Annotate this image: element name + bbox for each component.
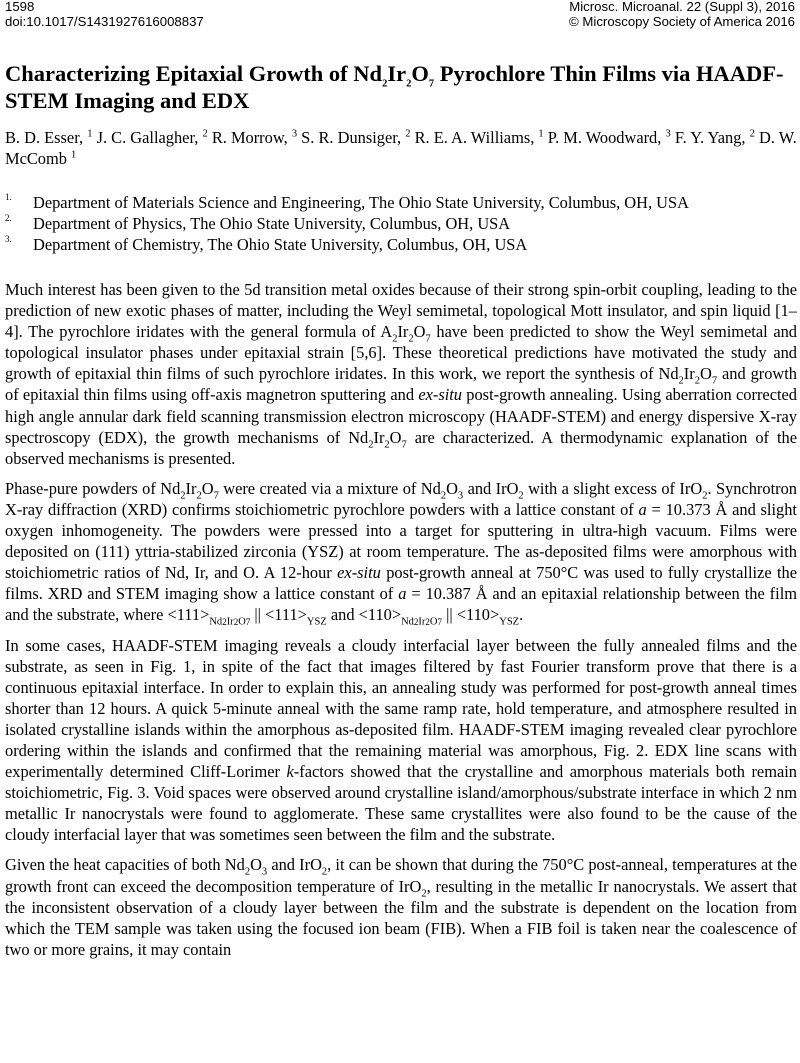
affiliation-text: Department of Chemistry, The Ohio State University, Columbus, OH, USA [33, 235, 528, 254]
paragraph-text: In some cases, HAADF-STEM imaging reveals a cloudy interfacial layer between the fully annealed films and the substrate, as seen in Fig. 1, in spite of the fact that images filtered by fast Fourier transform prove that there is a continuous epitaxial interface. In order to explain this, an annealing study was performed for post-growth anneal times shorter than 12 hours. A quick 5-minute anneal with the same ramp rate, hold temperature, and atmosphere resulted in isolated crystalline islands within the amorphous as-deposited film. HAADF-STEM imaging revealed clear pyrochlore ordering within the islands and confirmed that the remaining material was amorphous, Fig. 2. EDX line scans with experimentally determined Cliff-Lorimer [5, 635, 797, 782]
author [212, 128, 297, 147]
subscript-text: Ir [226, 616, 234, 628]
affiliation-text: Department of Physics, The Ohio State University, Columbus, OH, USA [33, 214, 511, 233]
author-affiliation-marker: 1 [71, 149, 77, 161]
subscript-text: 7 [213, 490, 219, 502]
paragraph-text: = 10.373 Å and slight oxygen inhomogeneity. The powders were pressed into a target for sputtering in ultra-high vacuum. Films were deposited on (111) yttria-stabilized zirconia (YSZ) at room temperature. The as-deposited films were amorphous with stoichiometric ratios of Nd, Ir, and O. A 12-hour [5, 499, 797, 583]
journal-citation: Microsc. Microanal. 22 (Suppl 3), 2016 [569, 0, 795, 14]
author-affiliation-marker: 3 [291, 128, 298, 140]
paragraph-text: O [446, 478, 458, 498]
subscript-text: 2 [233, 617, 239, 628]
paragraph-text: , resulting in the metallic Ir nanocrystals. We assert that the inconsistent observation of a cloudy layer between the film and the substrate is dependent on the location from which the TEM sample was taken using the focused ion beam (FIB). When a FIB foil is taken near the coalescence of two or more grains, it may contain [5, 876, 797, 959]
affiliation [5, 213, 797, 234]
subscript-text: YSZ [306, 616, 327, 628]
subscript-text: 2 [413, 617, 419, 628]
subscript-text: 2 [180, 490, 186, 502]
italic-text: ex-situ [418, 385, 463, 405]
affiliation-number: 3. [5, 234, 12, 244]
paragraph-text: O [699, 364, 712, 384]
subscript-text: 7 [401, 438, 407, 450]
author-name: D. W. McComb [5, 128, 797, 168]
subscript-text: 2 [702, 490, 708, 502]
subscript-text: 7 [711, 375, 718, 387]
paragraph-text: , it can be shown that during the 750°C post-anneal, temperatures at the growth front can exceed the decomposition temperature of IrO [5, 855, 797, 896]
subscript-text: 3 [457, 490, 464, 502]
paragraph-text: = 10.387 Å and an epitaxial relationship between the film and the substrate, where <111> [5, 584, 797, 625]
paragraph-text: Much interest has been given to the 5d transition metal oxides because of their strong spin-orbit coupling, leading to the prediction of new exotic phases of matter, including the Weyl semimetal, topological Mott insulator, and spin liquid [1–4]. The pyrochlore iridates with the general formula of A [5, 280, 797, 342]
page-number: 1598 [5, 0, 35, 14]
subscript-text: 2 [518, 490, 524, 502]
paragraph-text: post-growth annealing. Using aberration corrected high angle annular dark field scanning transmission electron microscopy (HAADF-STEM) and energy dispersive X-ray spectroscopy (EDX), the growth mechanisms of Nd [5, 385, 797, 447]
author-list [5, 127, 797, 169]
author-name: J. C. Gallagher, [96, 128, 199, 147]
subscript-text: 2 [678, 375, 684, 387]
paragraph-text: with a slight excess of IrO [523, 478, 703, 498]
subscript-text: 2 [222, 617, 227, 628]
title-text: O [411, 61, 429, 86]
doi: doi:10.1017/S1431927616008837 [5, 13, 204, 29]
paragraph-text: and IrO [267, 855, 322, 875]
paragraph-text: O [201, 478, 214, 498]
subscript-text: Nd [401, 616, 414, 628]
subscript-text: 2 [196, 490, 202, 502]
author [415, 128, 544, 147]
subscript-text: O [429, 616, 438, 628]
author [675, 128, 755, 147]
paragraph-text: Ir [373, 427, 385, 447]
author-name: S. R. Dunsiger, [301, 128, 402, 147]
subscript-text: Ir [418, 616, 426, 628]
subscript-text: Nd [209, 616, 223, 628]
subscript-text: 7 [437, 617, 443, 628]
subscript-text: 2 [408, 333, 414, 345]
paragraph-text: -factors showed that the crystalline and amorphous materials both remain stoichiometric, Fig. 3. Void spaces were observed around crystalline island/amorphous/substrate interface in which 2 nm metallic Ir nanocrystals were found to agglomerate. These same crystallites were also found to be the cause of the cloudy interfacial layer that was sometimes seen between the film and the substrate. [5, 762, 797, 845]
subscript-text: 2 [440, 490, 447, 502]
subscript-text: 2 [392, 333, 398, 345]
author-affiliation-marker: 1 [538, 128, 544, 140]
body-paragraph [5, 279, 797, 469]
paragraph-text: Phase-pure powders of Nd [5, 478, 181, 498]
paragraph-text: are characterized. A thermodynamic explanation of the observed mechanisms is presented. [5, 427, 797, 468]
subscript-text: 2 [244, 866, 251, 878]
paragraph-text: O [413, 322, 426, 342]
title-subscript: 2 [406, 78, 412, 90]
author-name: F. Y. Yang, [674, 128, 746, 147]
italic-text: a [398, 584, 407, 604]
subscript-text: 3 [261, 866, 268, 878]
title-text: Characterizing Epitaxial Growth of Nd [5, 61, 383, 86]
header-left [5, 0, 204, 29]
paragraph-text: || <110> [442, 605, 500, 625]
author-name: R. E. A. Williams, [414, 128, 535, 147]
author [5, 128, 92, 147]
title-subscript: 7 [428, 78, 435, 90]
subscript-text: O [238, 616, 246, 628]
italic-text: ex-situ [337, 563, 381, 583]
header-right [569, 0, 795, 29]
paragraph-text: . [519, 605, 524, 625]
author-affiliation-marker: 2 [749, 128, 755, 140]
title-text: Ir [387, 61, 407, 86]
article-body [5, 279, 797, 969]
affiliation-text: Department of Materials Science and Engineering, The Ohio State University, Columbus, OH, USA [33, 193, 689, 212]
paper-title [5, 60, 797, 114]
author-affiliation-marker: 2 [405, 128, 411, 140]
paragraph-text: post-growth anneal at 750°C was used to fully crystallize the films. XRD and STEM imaging show a lattice constant of [5, 563, 797, 604]
affiliation [5, 234, 797, 255]
author-affiliation-marker: 3 [665, 128, 671, 140]
author-name: P. M. Woodward, [547, 128, 662, 147]
body-paragraph [5, 635, 797, 846]
paragraph-text: Ir [683, 364, 695, 384]
body-paragraph [5, 854, 797, 959]
copyright: © Microscopy Society of America 2016 [569, 13, 795, 29]
subscript-text: 2 [321, 866, 328, 878]
subscript-text: YSZ [499, 616, 520, 628]
body-paragraph [5, 478, 797, 626]
paragraph-text: . Synchrotron X-ray diffraction (XRD) confirms stoichiometric pyrochlore powders with a lattice constant of [5, 478, 797, 519]
paragraph-text: have been predicted to show the Weyl semimetal and topological insulator phases under epitaxial strain [5,6]. These theoretical predictions have motivated the study and growth of epitaxial thin films of such pyrochlore iridates. In this work, we report the synthesis of Nd [5, 322, 797, 384]
paragraph-text: O [389, 427, 402, 447]
author-name: R. Morrow, [211, 128, 288, 147]
paragraph-text: and <110> [326, 605, 402, 625]
subscript-text: 2 [425, 617, 430, 628]
paragraph-text: || <111> [250, 605, 307, 625]
subscript-text: 7 [245, 617, 251, 628]
author [548, 128, 671, 147]
affiliation [5, 192, 797, 213]
author-affiliation-marker: 1 [87, 128, 93, 140]
subscript-text: 2 [384, 438, 390, 450]
paragraph-text: were created via a mixture of Nd [218, 478, 441, 498]
paragraph-text: Ir [185, 478, 197, 498]
italic-text: k [286, 762, 294, 782]
author [97, 128, 208, 147]
subscript-text: 2 [368, 438, 374, 450]
subscript-text: 7 [425, 333, 431, 345]
title-text: Pyrochlore Thin Films via HAADF-STEM Imaging and EDX [5, 61, 784, 113]
italic-text: a [638, 499, 647, 519]
subscript-text: 2 [421, 887, 427, 899]
subscript-text: 2 [694, 375, 700, 387]
author-name: B. D. Esser, [5, 128, 84, 147]
paragraph-text: Ir [397, 322, 409, 342]
affiliation-number: 1. [5, 192, 12, 202]
paragraph-text: Given the heat capacities of both Nd [5, 855, 245, 875]
paragraph-text: and IrO [463, 478, 519, 498]
paragraph-text: O [250, 855, 262, 875]
affiliation-list [5, 192, 797, 255]
author [301, 128, 410, 147]
paragraph-text: and growth of epitaxial thin films using off-axis magnetron sputtering and [5, 364, 797, 405]
author-affiliation-marker: 2 [202, 128, 208, 140]
title-subscript: 2 [382, 78, 388, 90]
affiliation-number: 2. [5, 213, 12, 223]
